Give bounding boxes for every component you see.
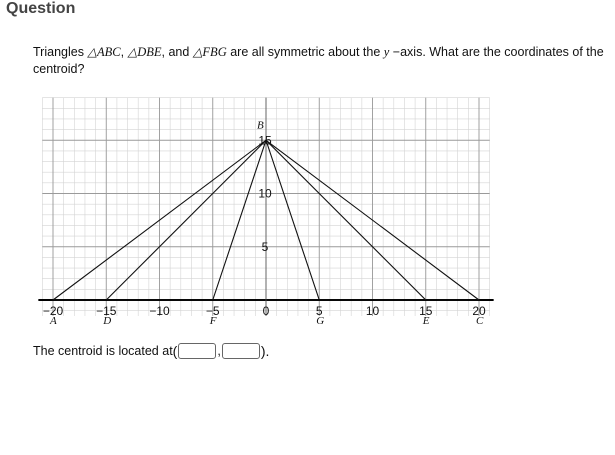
question-end: −axis. What are the coordinates of the centroid? [33,45,604,76]
open-paren: ( [172,343,178,359]
answer-row [33,343,269,359]
x-tick-label: 20 [472,304,486,318]
x-tick-label: −10 [149,304,170,318]
close-paren: ). [260,343,270,359]
answer-prompt: The centroid is located at [33,344,173,358]
question-sep-2: , and [161,45,193,59]
comma: , [217,344,221,358]
point-label-g: G [316,315,325,327]
centroid-y-input[interactable] [222,343,260,359]
triangle-dbe: △DBE [127,45,162,59]
centroid-x-input[interactable] [178,343,216,359]
point-label-e: E [422,315,430,327]
question-intro: Triangles [33,45,88,59]
point-label-f: F [209,315,217,327]
y-tick-label: 10 [258,186,272,201]
y-tick-label: 5 [261,239,269,254]
y-tick-label: 15 [258,133,272,148]
point-label-a: A [50,315,57,327]
triangle-abc: △ABC [87,45,121,59]
question-mid: are all symmetric about the [226,45,384,59]
x-tick-label: 10 [365,304,380,318]
x-tick-label: 0 [262,304,270,318]
point-label-d: D [103,315,112,327]
header-title: Question [6,0,76,17]
question-sep-1: , [120,45,128,59]
triangle-fbg: △FBG [192,45,227,59]
x-tick-label: −5 [205,304,220,318]
x-tick-label: 15 [419,304,433,318]
point-label-b: B [257,119,264,132]
x-tick-label: 5 [315,304,323,318]
point-label-c: C [476,315,484,327]
x-tick-label: −20 [42,304,64,318]
x-tick-label: −15 [96,304,117,318]
axis-variable: y [383,45,390,59]
